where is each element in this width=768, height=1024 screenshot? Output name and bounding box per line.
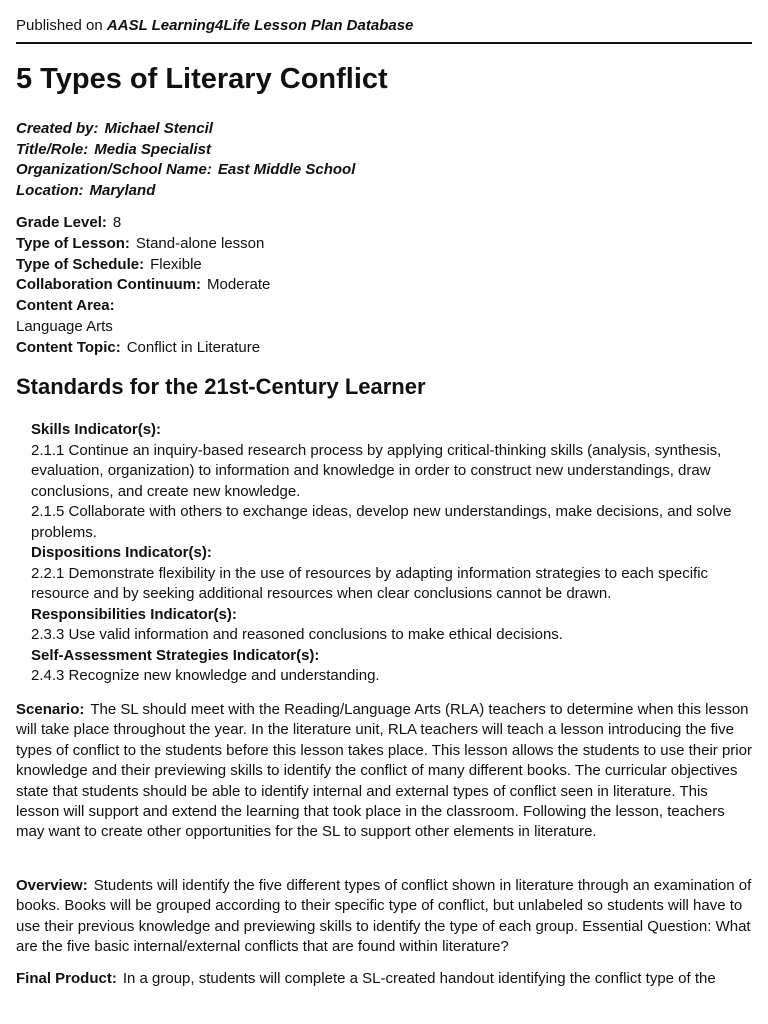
collaboration-value: Moderate [206,276,271,294]
author-block [16,119,355,201]
schedule-row [16,255,270,276]
skills-item-2: 2.1.5 Collaborate with others to exchange ideas, develop new understandings, make decisions, and solve problems. [31,503,732,541]
dispositions-heading: Dispositions Indicator(s): [31,544,212,561]
schedule-value: Flexible [150,255,202,273]
org-label: Organization/School Name: [16,161,212,179]
overview-text: Students will identify the five different types of conflict shown in literature through an examination of books. Books will be grouped according to their specific type of conflict, but unlabeled so students will have to use their previous knowledge and previewing skills to identify the type of each group. Essential Question: What are the five basic internal/external conflicts that are found within literature? [16,877,752,956]
location-row [16,181,355,202]
content-topic-label: Content Topic: [16,338,121,356]
collaboration-label: Collaboration Continuum: [16,276,201,294]
responsibilities-heading: Responsibilities Indicator(s): [31,605,237,623]
grade-value: 8 [112,214,122,231]
location-label: Location: [16,181,84,199]
skills-item-1: 2.1.1 Continue an inquiry-based research process by applying critical-thinking skills (analysis, synthesis, evaluation, organization) to information and knowledge in order to construct new understandings, draw conclusions, and create new knowledge. [31,441,722,500]
role-row [16,140,355,161]
published-prefix: Published on [16,17,103,34]
lesson-meta [16,213,270,359]
org-row [16,160,355,181]
published-line [16,17,413,34]
lesson-type-row [16,234,270,255]
content-topic-value: Conflict in Literature [126,338,261,356]
final-product-label: Final Product: [16,970,117,987]
self-assessment-item-1: 2.4.3 Recognize new knowledge and understanding. [31,667,380,684]
content-topic-row [16,338,270,359]
published-source-link[interactable]: AASL Learning4Life Lesson Plan Database [106,17,414,34]
collaboration-row [16,275,270,296]
org-value: East Middle School [217,161,356,179]
content-area-value: Language Arts [16,317,113,335]
content-area-row [16,296,270,317]
header-divider [16,42,752,44]
scenario-text: The SL should meet with the Reading/Language Arts (RLA) teachers to determine when this lesson will take place throughout the year. In the literature unit, RLA teachers will teach a lesson introducing the five types of conflict to the students before this lesson takes place. This lesson allows the students to use their prior knowledge and their previewing skills to identify the conflict of many different books. The curricular objectives state that students should be able to identify internal and external types of conflict seen in literature. This lesson will support and extend the learning that took place in the classroom. Following the lesson, teachers may want to create other opportunities for the SL to support other elements in literature. [16,701,752,841]
content-area-label: Content Area: [16,297,115,315]
dispositions-item-1: 2.2.1 Demonstrate flexibility in the use of resources by adapting information strategies to each specific resource and by seeking additional resources when clear conclusions cannot be drawn. [31,564,709,602]
standards-list [31,420,753,687]
scenario-section [16,700,754,843]
role-value: Media Specialist [94,140,211,158]
skills-heading: Skills Indicator(s): [31,421,162,438]
grade-label: Grade Level: [16,214,107,231]
self-assessment-heading: Self-Assessment Strategies Indicator(s): [31,646,320,664]
overview-label: Overview: [16,877,88,894]
created-by-label: Created by: [16,120,99,137]
location-value: Maryland [89,181,156,199]
grade-row [16,213,270,234]
lesson-type-value: Stand-alone lesson [135,234,265,252]
created-by-value: Michael Stencil [104,120,213,137]
page-title: 5 Types of Literary Conflict [16,63,388,95]
schedule-label: Type of Schedule: [16,255,145,273]
role-label: Title/Role: [16,140,89,158]
final-product-text: In a group, students will complete a SL-created handout identifying the conflict type of the [122,970,716,987]
created-by-row [16,119,355,140]
final-product-section [16,969,754,989]
responsibilities-item-1: 2.3.3 Use valid information and reasoned conclusions to make ethical decisions. [31,626,563,643]
lesson-type-label: Type of Lesson: [16,234,130,252]
overview-section [16,876,754,958]
standards-heading: Standards for the 21st-Century Learner [16,374,426,399]
scenario-label: Scenario: [16,701,85,718]
